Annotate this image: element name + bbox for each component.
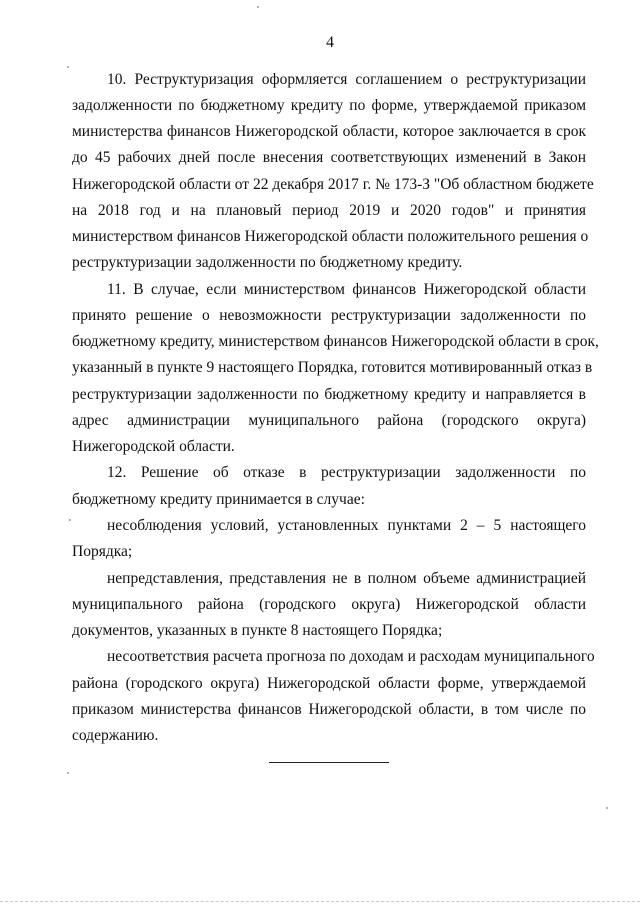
refusal-reason-line: приказом министерства финансов Нижегородской области, в том числе по — [72, 701, 586, 718]
scan-speck — [606, 807, 608, 809]
paragraph-10-line: реструктуризации задолженности по бюджетному кредиту. — [72, 254, 463, 271]
refusal-reason-line: муниципального района (городского округа) Нижегородской области — [72, 596, 586, 613]
scan-edge — [0, 901, 640, 902]
paragraph-10-line: на 2018 год и на плановый период 2019 и 2020 годов" и принятия — [72, 202, 586, 219]
paragraph-10-line: задолженности по бюджетному кредиту по форме, утверждаемой приказом — [72, 97, 586, 114]
refusal-reason-line: Порядка; — [72, 543, 133, 560]
paragraph-11-line: принято решение о невозможности реструктуризации задолженности по — [72, 307, 586, 324]
paragraph-12-line: бюджетному кредиту принимается в случае: — [72, 491, 365, 508]
refusal-reason-line: несоблюдения условий, установленных пунктами 2 – 5 настоящего — [107, 517, 586, 534]
paragraph-11-line: реструктуризации задолженности по бюджетному кредиту и направляется в — [72, 386, 586, 403]
paragraph-11-line: бюджетному кредиту, министерством финансов Нижегородской области в срок, — [72, 333, 599, 350]
refusal-reason-line: района (городского округа) Нижегородской области форме, утверждаемой — [72, 675, 586, 692]
scan-speck — [67, 772, 69, 774]
paragraph-10-line: до 45 рабочих дней после внесения соответствующих изменений в Закон — [72, 149, 586, 166]
paragraph-10-line: Нижегородской области от 22 декабря 2017 г. № 173-З "Об областном бюджете — [72, 176, 594, 193]
end-of-text-divider — [269, 762, 389, 763]
paragraph-10-line: 10. Реструктуризация оформляется соглашением о реструктуризации — [107, 71, 586, 88]
paragraph-11-line: указанный в пункте 9 настоящего Порядка, готовится мотивированный отказ в — [72, 359, 593, 376]
paragraph-12-line: 12. Решение об отказе в реструктуризации задолженности по — [107, 464, 586, 481]
scan-speck — [257, 6, 259, 8]
refusal-reason-line: несоответствия расчета прогноза по доходам и расходам муниципального — [107, 648, 595, 665]
paragraph-11-line: 11. В случае, если министерством финансов Нижегородской области — [107, 281, 586, 298]
paragraph-11-line: адрес администрации муниципального района (городского округа) — [72, 412, 586, 429]
refusal-reason-line: документов, указанных в пункте 8 настоящего Порядка; — [72, 622, 443, 639]
refusal-reason-line: непредставления, представления не в полном объеме администрацией — [107, 570, 586, 587]
paragraph-11-line: Нижегородской области. — [72, 438, 235, 455]
paragraph-10-line: министерства финансов Нижегородской области, которое заключается в срок — [72, 123, 586, 140]
scan-speck — [69, 519, 71, 521]
paragraph-10-line: министерством финансов Нижегородской области положительного решения о — [72, 228, 589, 245]
scan-speck — [67, 66, 69, 68]
refusal-reason-line: содержанию. — [72, 727, 159, 744]
page-number: 4 — [326, 34, 334, 51]
